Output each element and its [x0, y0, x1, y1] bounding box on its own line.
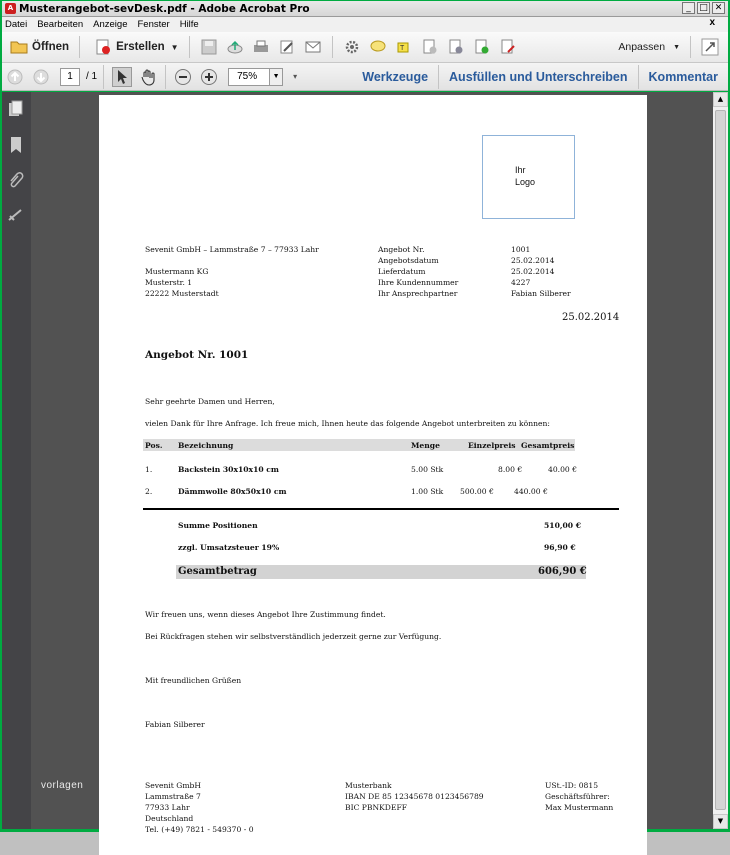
select-cursor-icon[interactable] [112, 67, 132, 87]
create-button[interactable] [86, 35, 183, 59]
row-desc: Dämmwolle 80x50x10 cm [178, 487, 287, 496]
folder-icon [9, 37, 29, 57]
scroll-up-icon[interactable]: ▲ [713, 92, 728, 107]
recipient-street: Musterstr. 1 [145, 278, 193, 287]
minimize-button[interactable]: _ [682, 2, 695, 14]
navigation-toolbar [2, 63, 728, 91]
scroll-down-icon[interactable]: ▼ [713, 814, 728, 829]
tax-value: 96,90 € [544, 543, 576, 552]
tab-tools[interactable]: Werkzeuge [362, 69, 429, 84]
footer-line: Deutschland [145, 814, 194, 823]
logo-placeholder [482, 135, 575, 219]
footer-line: Sevenit GmbH [145, 781, 202, 790]
col-total: Gesamtpreis [521, 441, 575, 450]
meta-label: Angebotsdatum [378, 256, 439, 265]
row-total: 440.00 € [514, 487, 548, 496]
footer-line: Geschäftsführer: [545, 792, 610, 801]
menu-datei[interactable]: Datei [5, 19, 28, 30]
create-label: Erstellen [116, 41, 165, 53]
close-button[interactable]: ✕ [712, 2, 725, 14]
page-total: / 1 [86, 71, 98, 82]
export-icon[interactable] [472, 37, 492, 57]
tab-comment[interactable]: Kommentar [648, 69, 718, 84]
signer-name: Fabian Silberer [145, 720, 205, 729]
menu-hilfe[interactable]: Hilfe [179, 19, 199, 30]
recipient-name: Mustermann KG [145, 267, 209, 276]
window-title: Musterangebot-sevDesk.pdf - Adobe Acrobat Pro [19, 2, 310, 15]
meta-label: Ihre Kundennummer [378, 278, 459, 287]
meta-label: Ihr Ansprechpartner [378, 289, 458, 298]
prev-page-icon[interactable] [5, 67, 25, 87]
row-unit: 8.00 € [498, 465, 523, 474]
highlight-icon[interactable] [394, 37, 414, 57]
col-pos: Pos. [145, 441, 163, 450]
mail-icon[interactable] [303, 37, 323, 57]
signature-icon[interactable] [8, 206, 24, 224]
row-qty: 1.00 Stk [411, 487, 444, 496]
watermark-text: vorlagen [41, 780, 84, 791]
customize-label: Anpassen [618, 41, 666, 53]
fullscreen-icon[interactable] [700, 37, 720, 57]
recipient-city: 22222 Musterstadt [145, 289, 219, 298]
chevron-down-icon: ▼ [170, 42, 179, 52]
menu-bearbeiten[interactable]: Bearbeiten [37, 19, 84, 30]
pdf-icon: A [5, 3, 16, 14]
closing-text: Bei Rückfragen stehen wir selbstverständlich jederzeit gerne zur Verfügung. [145, 632, 442, 641]
cloud-upload-icon[interactable] [225, 37, 245, 57]
menu-anzeige[interactable]: Anzeige [93, 19, 128, 30]
print-icon[interactable] [251, 37, 271, 57]
row-desc: Backstein 30x10x10 cm [178, 465, 279, 474]
bookmark-icon[interactable] [8, 136, 24, 154]
menu-fenster[interactable]: Fenster [137, 19, 170, 30]
stamp-icon[interactable] [420, 37, 440, 57]
footer-line: BIC PBNKDEFF [345, 803, 407, 812]
table-divider [143, 508, 619, 510]
pdf-page [99, 95, 647, 855]
intro-text: vielen Dank für Ihre Anfrage. Ich freue mich, Ihnen heute das folgende Angebot unterbreiten zu können: [145, 419, 550, 428]
meta-label: Angebot Nr. [378, 245, 425, 254]
meta-value: 25.02.2014 [511, 267, 555, 276]
meta-value: 4227 [511, 278, 531, 287]
sender-line: Sevenit GmbH – Lammstraße 7 – 77933 Lahr [145, 245, 319, 254]
edit-icon[interactable] [277, 37, 297, 57]
col-qty: Menge [411, 441, 440, 450]
footer-line: Musterbank [345, 781, 392, 790]
navigation-pane [2, 92, 31, 829]
title-bar [2, 1, 728, 17]
row-qty: 5.00 Stk [411, 465, 444, 474]
zoom-dropdown[interactable] [270, 68, 283, 86]
attachment-icon[interactable] [8, 172, 24, 190]
footer-line: Tel. (+49) 7821 - 549370 - 0 [145, 825, 254, 834]
col-desc: Bezeichnung [178, 441, 234, 450]
next-page-icon[interactable] [31, 67, 51, 87]
open-label: Öffnen [32, 41, 70, 53]
pages-icon[interactable] [8, 100, 24, 118]
col-unit: Einzelpreis [468, 441, 516, 450]
menu-bar [2, 17, 728, 32]
zoom-input[interactable]: 75% [228, 68, 270, 86]
row-pos: 1. [145, 465, 153, 474]
vertical-scrollbar[interactable] [713, 92, 728, 829]
sign-icon[interactable] [498, 37, 518, 57]
chevron-down-icon: ▼ [673, 43, 680, 51]
row-total: 40.00 € [548, 465, 577, 474]
customize-button[interactable] [614, 35, 684, 59]
sum-value: 510,00 € [544, 521, 581, 530]
tab-fill-sign[interactable]: Ausfüllen und Unterschreiben [449, 69, 628, 84]
closing-text: Wir freuen uns, wenn dieses Angebot Ihre Zustimmung findet. [145, 610, 386, 619]
row-unit: 500.00 € [460, 487, 494, 496]
grand-total-value: 606,90 € [538, 566, 587, 577]
open-button[interactable] [2, 35, 73, 59]
page-number-input[interactable]: 1 [60, 68, 80, 86]
footer-line: USt.-ID: 0815 [545, 781, 599, 790]
create-pdf-icon [93, 37, 113, 57]
regards: Mit freundlichen Grüßen [145, 676, 242, 685]
comment-icon[interactable] [368, 37, 388, 57]
sum-label: Summe Positionen [178, 521, 258, 530]
svg-text:T: T [399, 45, 404, 52]
save-icon[interactable] [199, 37, 219, 57]
chevron-down-icon: ▼ [272, 72, 280, 80]
logo-text: Ihr Logo [515, 165, 536, 187]
security-icon[interactable] [446, 37, 466, 57]
offer-heading: Angebot Nr. 1001 [145, 349, 249, 361]
meta-label: Lieferdatum [378, 267, 426, 276]
footer-line: 77933 Lahr [145, 803, 190, 812]
footer-line: IBAN DE 85 12345678 0123456789 [345, 792, 484, 801]
document-date: 25.02.2014 [562, 312, 620, 323]
meta-value: 25.02.2014 [511, 256, 555, 265]
footer-line: Max Mustermann [545, 803, 614, 812]
zoom-in-icon[interactable] [199, 67, 219, 87]
tax-label: zzgl. Umsatzsteuer 19% [178, 543, 280, 552]
main-toolbar [2, 32, 728, 63]
grand-total-label: Gesamtbetrag [178, 566, 257, 577]
close-document-button[interactable]: x [709, 17, 715, 28]
gear-icon[interactable] [342, 37, 362, 57]
document-viewer[interactable] [31, 92, 713, 834]
footer-line: Lammstraße 7 [145, 792, 201, 801]
hand-tool-icon[interactable] [138, 67, 158, 87]
row-pos: 2. [145, 487, 153, 496]
maximize-button[interactable]: □ [697, 2, 710, 14]
meta-value: 1001 [511, 245, 531, 254]
scroll-thumb[interactable] [715, 110, 726, 810]
more-tools-icon[interactable]: ▾ [293, 72, 298, 81]
zoom-out-icon[interactable] [173, 67, 193, 87]
meta-value: Fabian Silberer [511, 289, 571, 298]
greeting: Sehr geehrte Damen und Herren, [145, 397, 275, 406]
